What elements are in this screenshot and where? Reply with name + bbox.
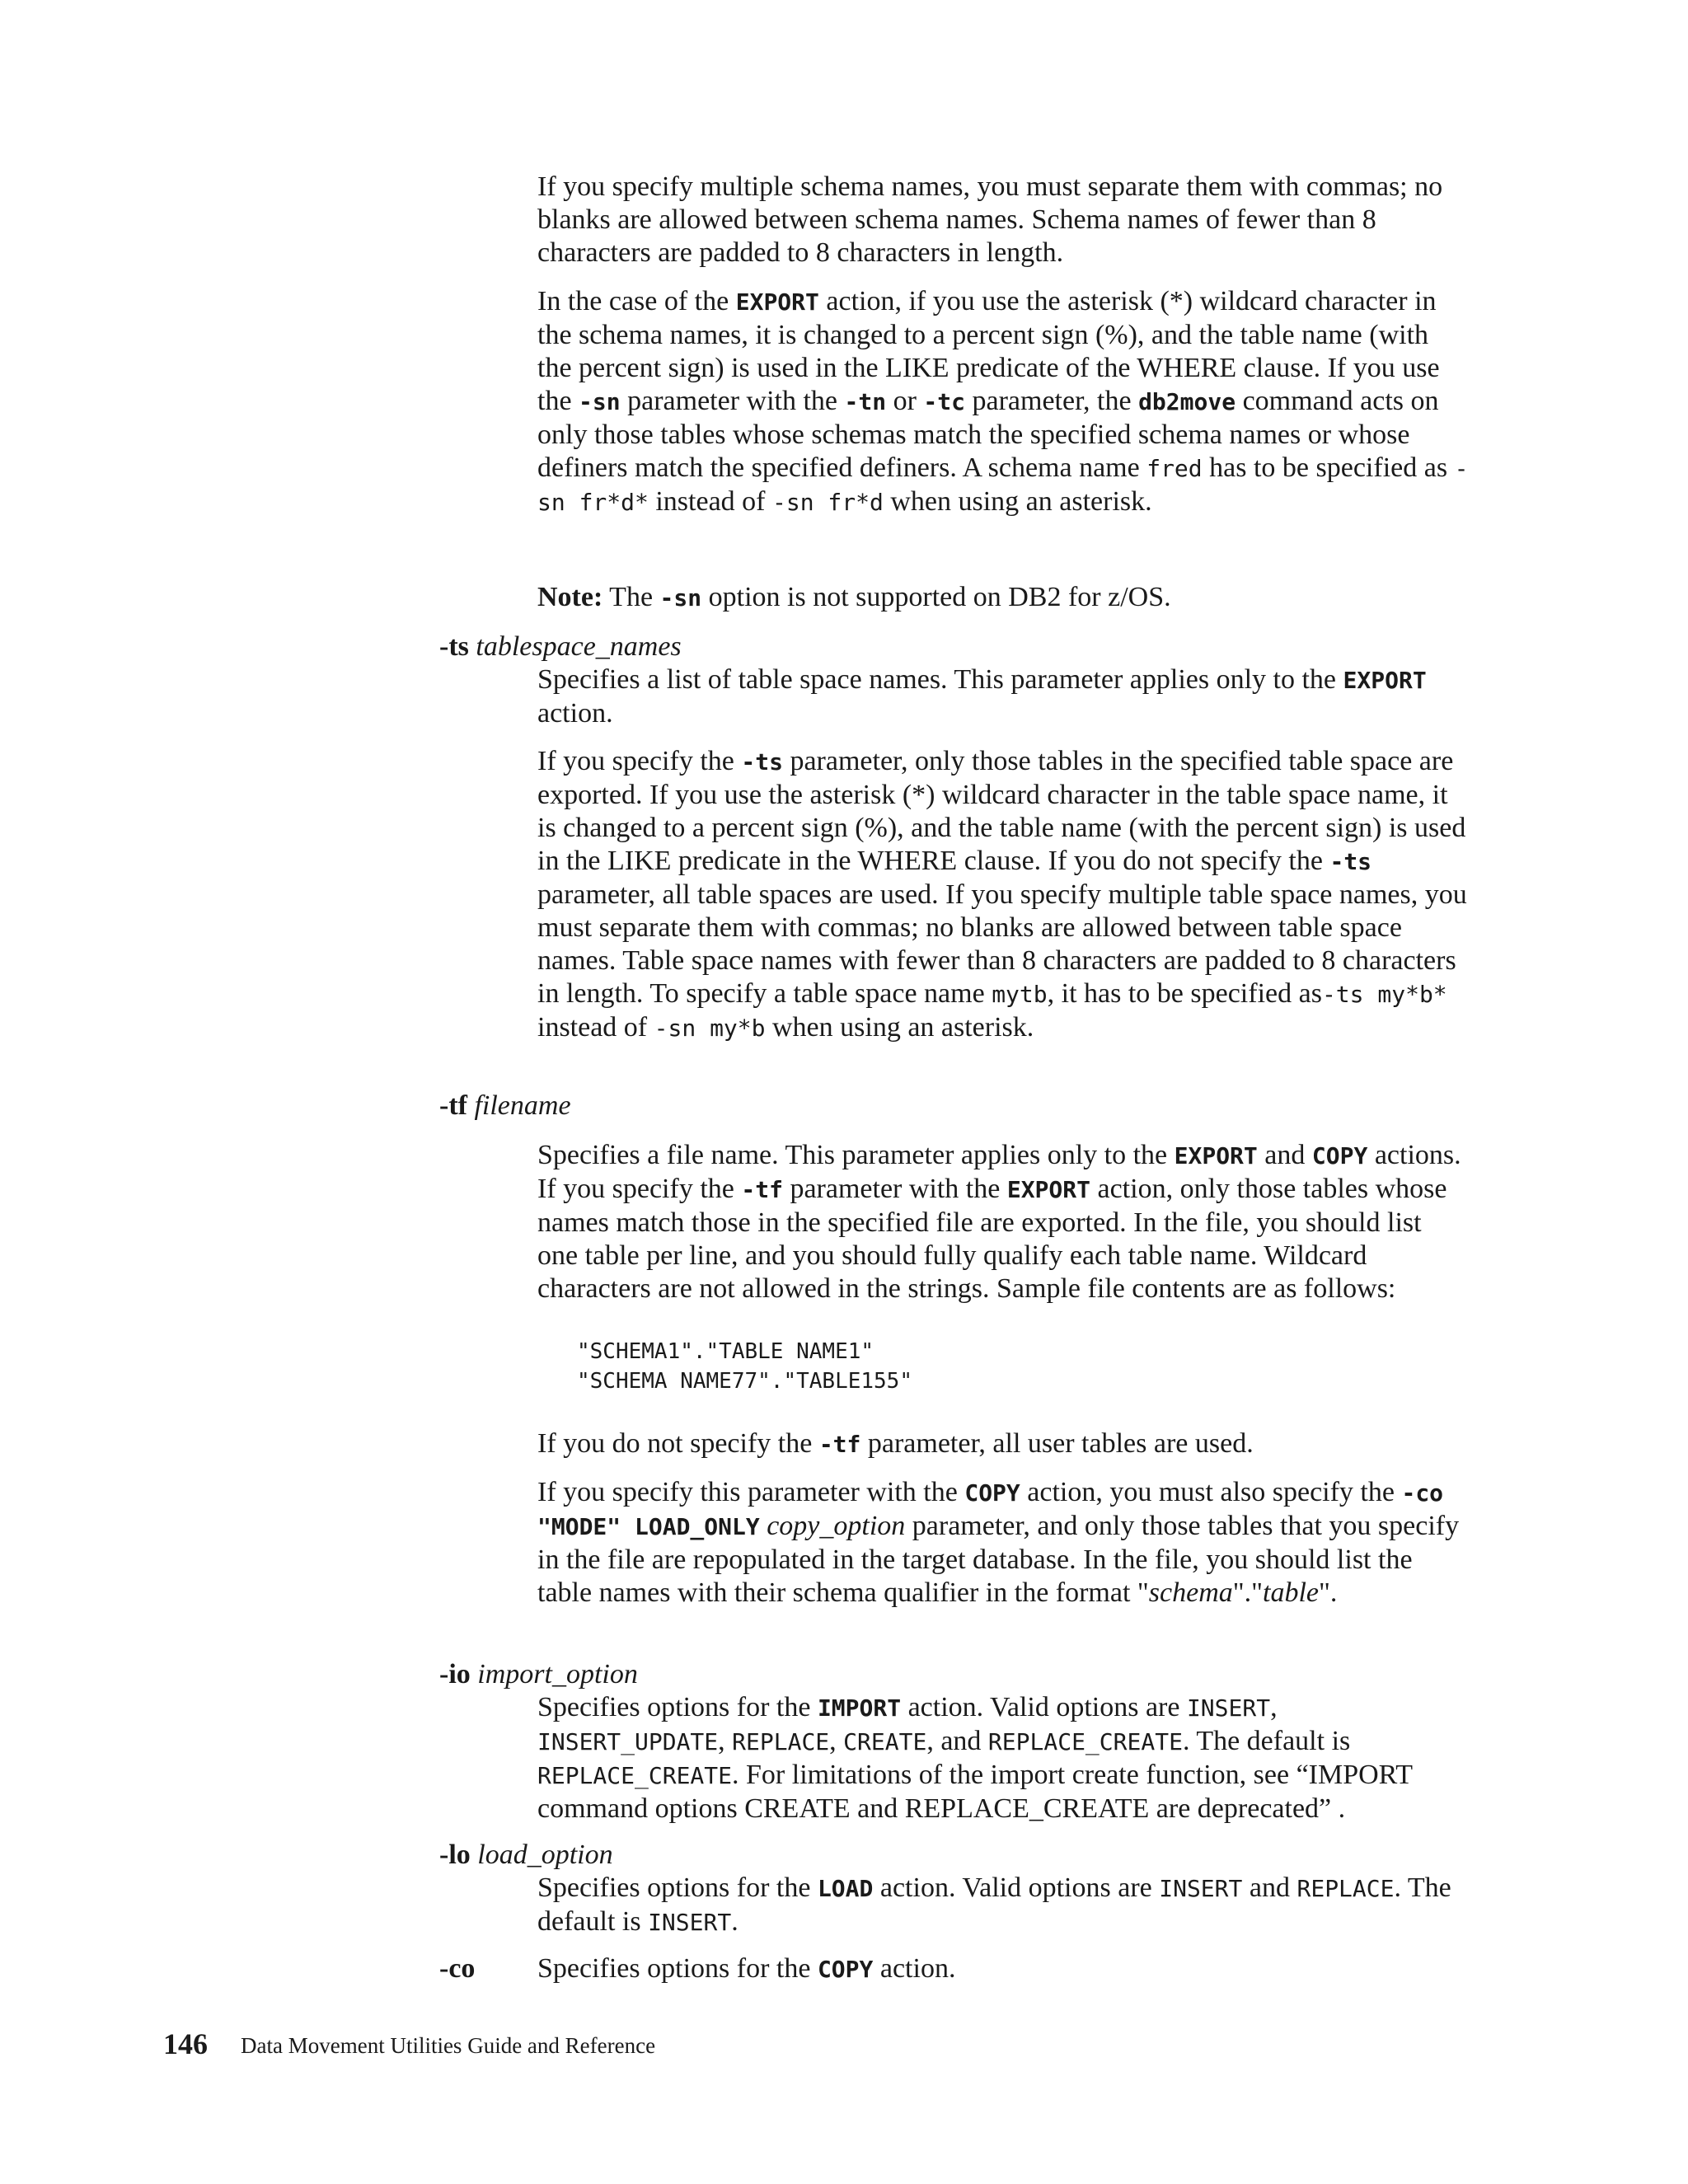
co-description (537, 1952, 1469, 1986)
ts-description (537, 663, 1469, 730)
text-run: COPY (817, 1956, 874, 1983)
text-run: has to be specified as (1202, 452, 1455, 483)
ts-details (537, 745, 1469, 1045)
schema-names-paragraph (537, 171, 1469, 269)
text-run: -sn my*b (654, 1015, 766, 1042)
text-run: . For limitations of the import create function, see “IMPORT command options CREATE and REPLACE_CREATE are deprecated” . (537, 1760, 1413, 1824)
text-run: -sn fr*d (772, 489, 884, 516)
text-run: instead of (537, 1012, 654, 1043)
lo-option-term (439, 1839, 613, 1872)
text-run (760, 1511, 767, 1541)
text-run: CREATE (843, 1728, 927, 1755)
text-run: db2move (1138, 388, 1236, 415)
text-run: IMPORT (817, 1694, 902, 1722)
text-run: INSERT (1186, 1694, 1271, 1722)
ts-option-term (439, 630, 682, 663)
tf-option-term (439, 1090, 571, 1122)
lo-description (537, 1872, 1469, 1939)
text-run: REPLACE (732, 1728, 830, 1755)
page-number: 146 (163, 2027, 208, 2060)
text-run: , (1270, 1692, 1278, 1722)
text-run: action. (537, 698, 613, 729)
text-run: and (1257, 1140, 1312, 1170)
text-run: -co "MODE" LOAD_ONLY (537, 1479, 1444, 1540)
text-run: -sn fr*d* (537, 455, 1469, 516)
text-run: command acts on only those tables whose schemas match the specified schema names or whose definers match the specified definers. A schema name (537, 386, 1439, 483)
text-run: . The default is (537, 1872, 1451, 1937)
text-run: instead of (648, 486, 772, 517)
text-run: parameter, all table spaces are used. If you specify multiple table space names, you must separate them with commas; no blanks are allowed between table space names. Table space names with fewer than 8 characters are padded to 8 characters in length. To specify a table space name (537, 879, 1467, 1009)
text-run: COPY (964, 1479, 1020, 1507)
text-run: parameter, the (965, 386, 1139, 416)
text-run: , (718, 1726, 733, 1756)
io-option-term (439, 1658, 638, 1691)
note-paragraph (537, 581, 1469, 615)
text-run: parameter, only those tables in the specified table space are exported. If you use the asterisk (*) wildcard character in the table space name, it is changed to a percent sign (%), and the table name (with the percent sign) is used in the LIKE predicate in the WHERE clause. If you do not specify the (537, 746, 1466, 876)
book-title: Data Movement Utilities Guide and Reference (241, 2033, 656, 2058)
text-run: REPLACE (1296, 1875, 1395, 1902)
text-run: EXPORT (1343, 667, 1427, 694)
sample-file-code: "SCHEMA1"."TABLE NAME1" "SCHEMA NAME77"."TABLE155" (577, 1339, 912, 1394)
text-run: parameter, all user tables are used. (860, 1428, 1254, 1459)
text-run: or (886, 386, 924, 416)
text-run: INSERT (648, 1909, 732, 1936)
ts-argument: tablespace_names (476, 631, 682, 662)
tf-argument: filename (474, 1090, 571, 1121)
text-run: when using an asterisk. (883, 486, 1152, 517)
text-run: -sn (659, 584, 702, 612)
text-run: -tn (844, 388, 887, 415)
co-flag: -co (439, 1953, 476, 1984)
text-run: Specifies options for the (537, 1692, 818, 1722)
text-run: Specifies options for the (537, 1872, 818, 1903)
io-flag: -io (439, 1659, 471, 1690)
text-run: INSERT_UPDATE (537, 1728, 719, 1755)
text-run: when using an asterisk. (765, 1012, 1034, 1043)
text-run: -ts (1329, 848, 1372, 875)
text-run: and (1242, 1872, 1297, 1903)
text-run: action. Valid options are (901, 1692, 1187, 1722)
text-run: Specifies a file name. This parameter applies only to the (537, 1140, 1175, 1170)
export-wildcard-paragraph (537, 285, 1469, 519)
text-run: . (731, 1906, 738, 1937)
text-run: COPY (1311, 1142, 1368, 1169)
text-run: EXPORT (735, 288, 819, 316)
text-run: INSERT (1159, 1875, 1243, 1902)
text-run: In the case of the (537, 286, 736, 316)
text-run: If you specify this parameter with the (537, 1477, 965, 1507)
text-run: action. (873, 1953, 956, 1984)
text-run: parameter, and only those tables that you specify in the file are repopulated in the target database. In the file, you should list the table names with their schema qualifier in the format " (537, 1511, 1460, 1608)
text-run: If you specify multiple schema names, you must separate them with commas; no blanks are allowed between schema names. Schema names of fewer than 8 characters are padded to 8 characters in length. (537, 171, 1443, 268)
text-run: LOAD (817, 1875, 874, 1902)
lo-flag: -lo (439, 1840, 471, 1870)
lo-argument: load_option (477, 1840, 613, 1870)
text-run: parameter with the (782, 1174, 1007, 1204)
tf-default-paragraph (537, 1427, 1469, 1461)
text-run: option is not supported on DB2 for z/OS. (701, 582, 1171, 612)
text-run: action, only those tables whose names match those in the specified file are exported. In the file, you should list one table per line, and you should fully qualify each table name. Wildcard characters are not allowed in the strings. Sample file contents are as follows: (537, 1174, 1447, 1304)
text-run: REPLACE_CREATE (537, 1762, 733, 1789)
text-run: table (1263, 1577, 1320, 1608)
text-run: , and (926, 1726, 988, 1756)
text-run: ". (1319, 1577, 1338, 1608)
text-run: , it has to be specified as (1047, 978, 1322, 1009)
text-run: . The default is (1182, 1726, 1351, 1756)
text-run: action, if you use the asterisk (*) wildcard character in the schema names, it is changed to a percent sign (%), and the table name (with the percent sign) is used in the LIKE predicate of the WHERE clause. If you use the (537, 286, 1440, 416)
tf-flag: -tf (439, 1090, 467, 1121)
text-run: EXPORT (1174, 1142, 1258, 1169)
text-run: -sn (579, 388, 621, 415)
text-run: copy_option (767, 1511, 906, 1541)
text-run: REPLACE_CREATE (987, 1728, 1183, 1755)
text-run: fred (1146, 455, 1203, 482)
text-run: action, you must also specify the (1020, 1477, 1402, 1507)
text-run: actions. If you specify the (537, 1140, 1461, 1204)
text-run: schema (1148, 1577, 1233, 1608)
text-run: -tc (923, 388, 965, 415)
text-run: Specifies a list of table space names. This parameter applies only to the (537, 664, 1343, 695)
text-run: Specifies options for the (537, 1953, 818, 1984)
text-run: , (829, 1726, 844, 1756)
text-run: action. Valid options are (873, 1872, 1160, 1903)
co-option-term (439, 1952, 475, 1985)
text-run: -ts (741, 748, 783, 776)
io-description (537, 1691, 1469, 1825)
text-run: -tf (741, 1176, 783, 1203)
text-run: If you do not specify the (537, 1428, 819, 1459)
text-run: -ts my*b* (1321, 981, 1447, 1008)
text-run: parameter with the (620, 386, 845, 416)
text-run: "." (1232, 1577, 1264, 1608)
tf-copy-paragraph (537, 1476, 1469, 1610)
text-run: If you specify the (537, 746, 742, 776)
text-run: -tf (818, 1431, 861, 1458)
io-argument: import_option (477, 1659, 638, 1690)
text-run: mytb (992, 981, 1048, 1008)
ts-flag: -ts (439, 631, 469, 662)
text-run: EXPORT (1006, 1176, 1090, 1203)
text-run: The (603, 582, 660, 612)
text-run: Note: (537, 582, 603, 612)
tf-description (537, 1139, 1469, 1305)
